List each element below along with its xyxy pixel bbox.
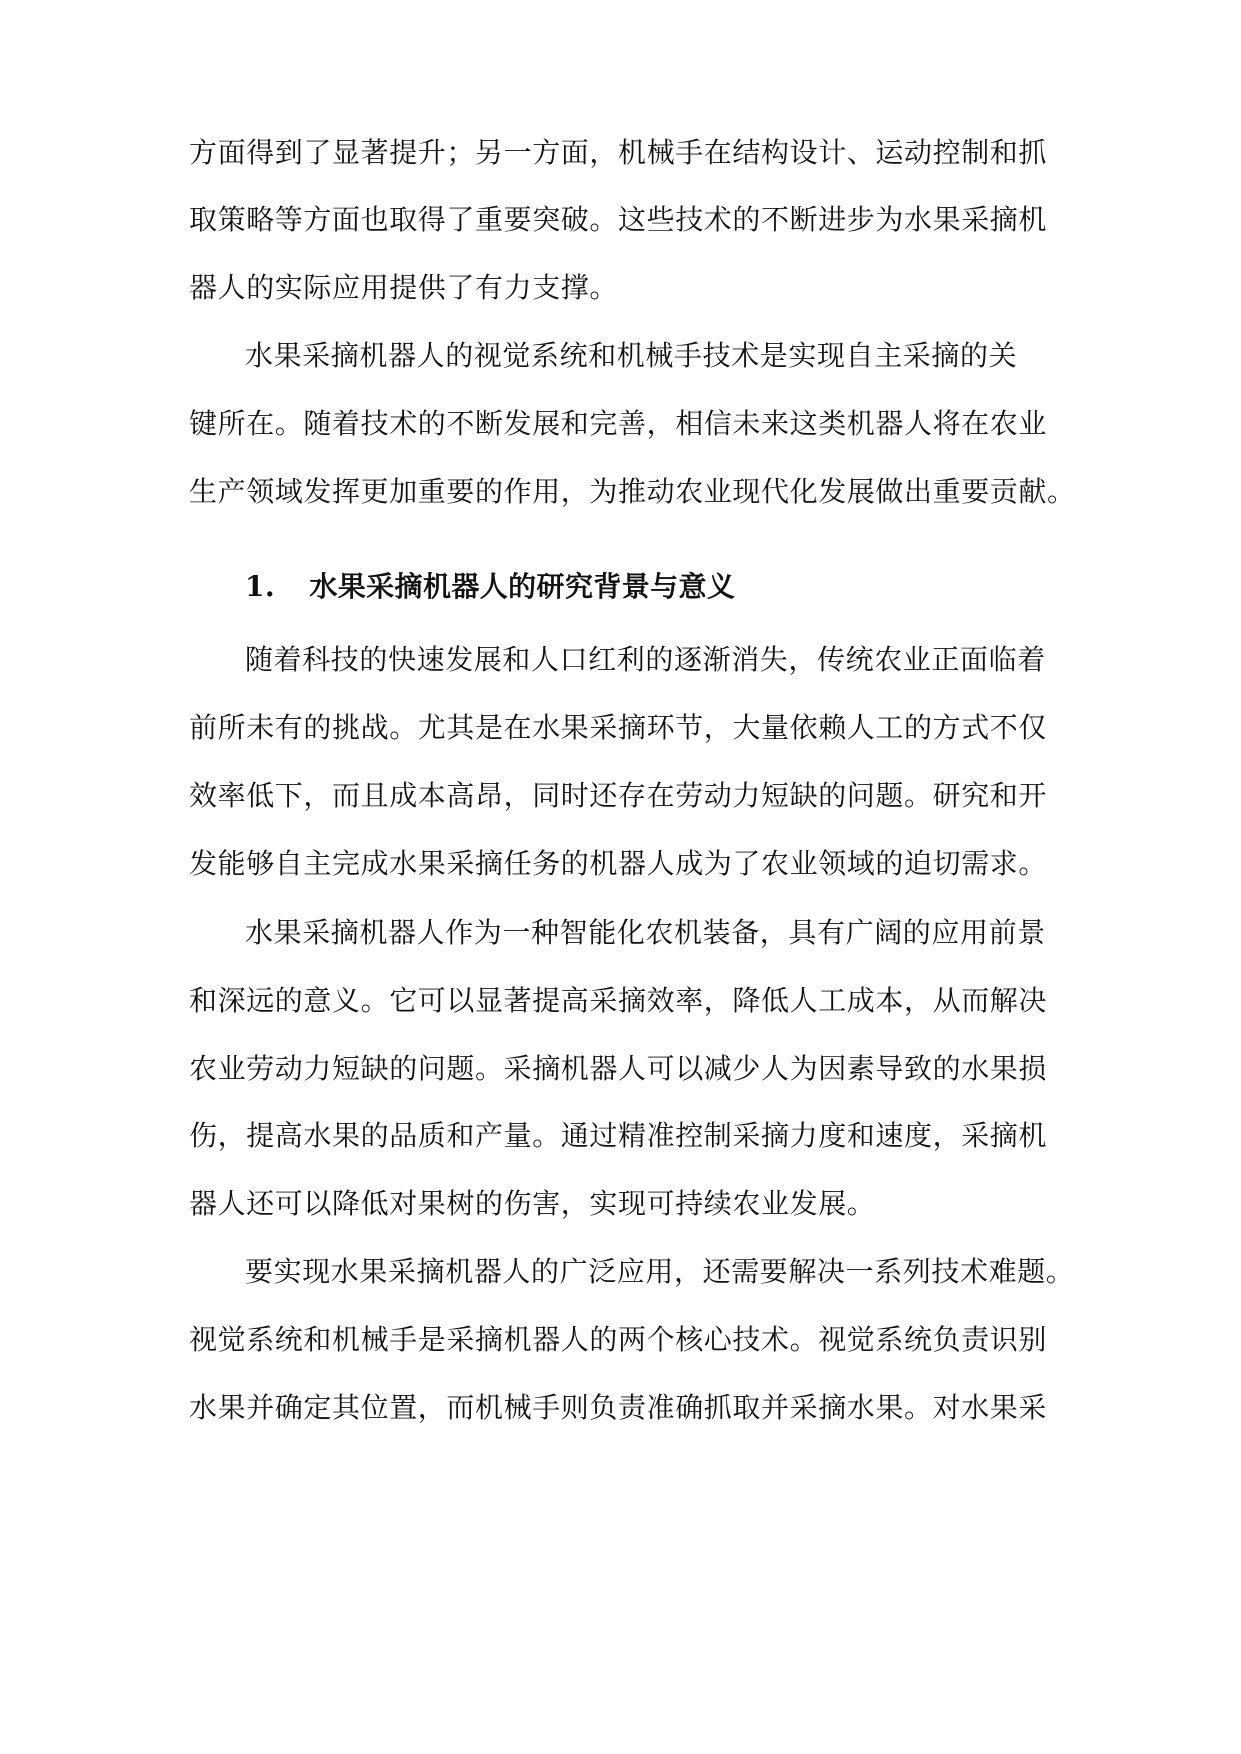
section-p2-line-4: 伤，提高水果的品质和产量。通过精准控制采摘力度和速度，采摘机	[189, 1119, 1048, 1152]
intro-line-3: 器人的实际应用提供了有力支撑。	[189, 271, 619, 304]
intro-line-2: 取策略等方面也取得了重要突破。这些技术的不断进步为水果采摘机	[189, 203, 1048, 236]
section-title: 水果采摘机器人的研究背景与意义	[309, 570, 736, 603]
section-heading	[245, 569, 1125, 605]
section-p2-line-5: 器人还可以降低对果树的伤害，实现可持续农业发展。	[189, 1187, 876, 1220]
section-p1-line-1: 随着科技的快速发展和人口红利的逐渐消失，传统农业正面临着	[245, 643, 1046, 676]
conclusion-line-3: 生产领域发挥更加重要的作用，为推动农业现代化发展做出重要贡献。	[189, 475, 1076, 508]
conclusion-line-1: 水果采摘机器人的视觉系统和机械手技术是实现自主采摘的关	[245, 339, 1018, 372]
section-p1-line-4: 发能够自主完成水果采摘任务的机器人成为了农业领域的迫切需求。	[189, 847, 1048, 880]
section-p1-line-2: 前所未有的挑战。尤其是在水果采摘环节，大量依赖人工的方式不仅	[189, 711, 1048, 744]
section-p2-line-1: 水果采摘机器人作为一种智能化农机装备，具有广阔的应用前景	[245, 916, 1046, 949]
section-p2-line-3: 农业劳动力短缺的问题。采摘机器人可以减少人为因素导致的水果损	[189, 1052, 1048, 1085]
conclusion-line-2: 键所在。随着技术的不断发展和完善，相信未来这类机器人将在农业	[189, 407, 1048, 440]
section-number: 1.	[245, 570, 276, 603]
section-p3-line-2: 视觉系统和机械手是采摘机器人的两个核心技术。视觉系统负责识别	[189, 1323, 1048, 1356]
section-p3-line-1: 要实现水果采摘机器人的广泛应用，还需要解决一系列技术难题。	[245, 1255, 1075, 1288]
intro-line-1: 方面得到了显著提升；另一方面，机械手在结构设计、运动控制和抓	[189, 136, 1048, 169]
section-p2-line-2: 和深远的意义。它可以显著提高采摘效率，降低人工成本，从而解决	[189, 984, 1048, 1017]
section-p1-line-3: 效率低下，而且成本高昂，同时还存在劳动力短缺的问题。研究和开	[189, 779, 1048, 812]
section-p3-line-3: 水果并确定其位置，而机械手则负责准确抓取并采摘水果。对水果采	[189, 1391, 1048, 1424]
